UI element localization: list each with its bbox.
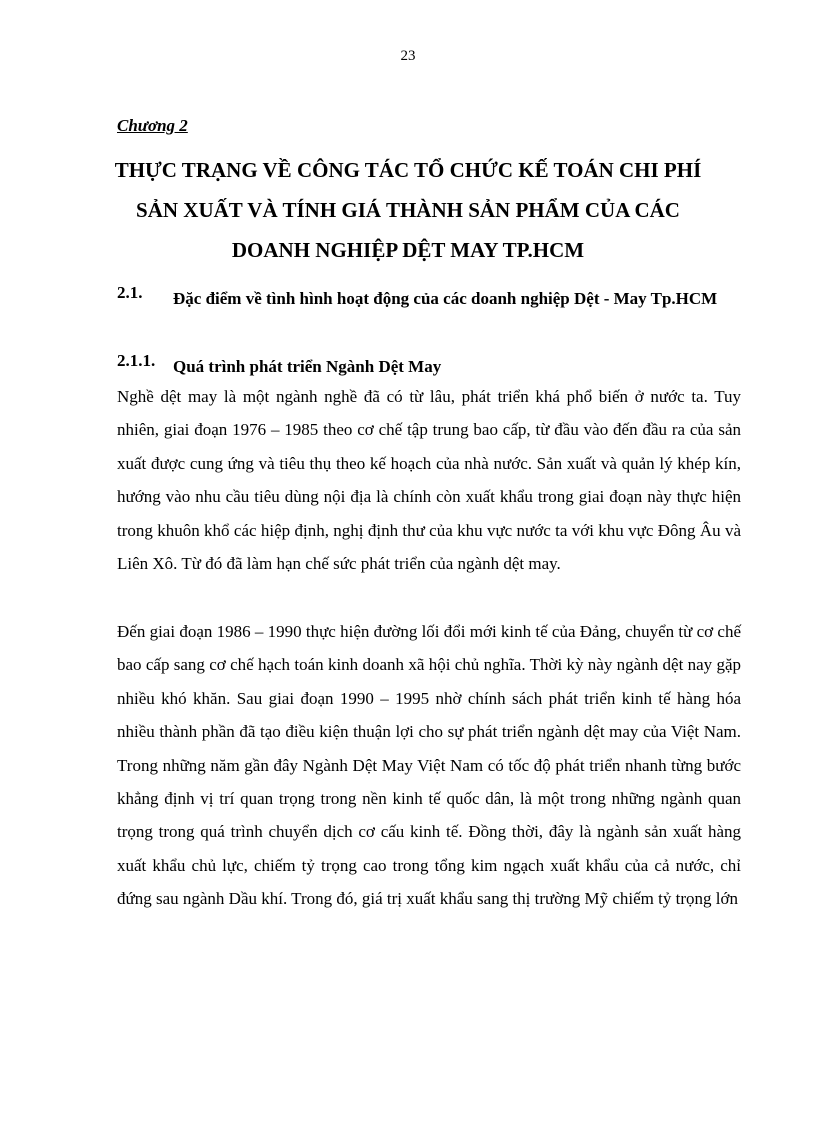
chapter-title: THỰC TRẠNG VỀ CÔNG TÁC TỔ CHỨC KẾ TOÁN CHI PHÍ SẢN XUẤT VÀ TÍNH GIÁ THÀNH SẢN PHẨM CỦA CÁC DOANH NGHIỆP DỆT MAY TP.HCM bbox=[114, 158, 702, 262]
section-title: Quá trình phát triển Ngành Dệt May bbox=[173, 357, 442, 376]
paragraph-2: Đến giai đoạn 1986 – 1990 thực hiện đường lối đổi mới kinh tế của Đảng, chuyển từ cơ chế bao cấp sang cơ chế hạch toán kinh doanh xã hội chủ nghĩa. Thời kỳ này ngành dệt nay gặp nhiều khó khăn. Sau giai đoạn 1990 – 1995 nhờ chính sách phát triển kinh tế hàng hóa nhiều thành phần đã tạo điều kiện thuận lợi cho sự phát triển ngành dệt may của Việt Nam. Trong những năm gần đây Ngành Dệt May Việt Nam có tốc độ phát triển nhanh từng bước khẳng định vị trí quan trọng trong nền kinh tế quốc dân, là một trong những ngành quan trọng trong quá trình chuyển dịch cơ cấu kinh tế. Đồng thời, đây là ngành sản xuất hàng xuất khẩu chủ lực, chiếm tỷ trọng cao trong tổng kim ngạch xuất khẩu của cả nước, chỉ đứng sau ngành Dầu khí. Trong đó, giá trị xuất khẩu sang thị trường Mỹ chiếm tỷ trọng lớn bbox=[117, 622, 741, 909]
paragraph-1: Nghề dệt may là một ngành nghề đã có từ lâu, phát triển khá phổ biến ở nước ta. Tuy nhiên, giai đoạn 1976 – 1985 theo cơ chế tập trung bao cấp, từ đầu vào đến đầu ra của sản xuất được cung ứng và tiêu thụ theo kế hoạch của nhà nước. Sản xuất và quản lý khép kín, hướng vào nhu cầu tiêu dùng nội địa là chính còn xuất khẩu trong giai đoạn này thực hiện trong khuôn khổ các hiệp định, nghị định thư của khu vực nước ta với khu vực Đông Âu và Liên Xô. Từ đó đã làm hạn chế sức phát triển của ngành dệt may. bbox=[117, 387, 741, 574]
section-title: Đặc điểm về tình hình hoạt động của các doanh nghiệp Dệt - May Tp.HCM bbox=[173, 289, 718, 308]
chapter-label: Chương 2 bbox=[117, 116, 188, 135]
section-number: 2.1.1. bbox=[117, 351, 156, 370]
page-number: 23 bbox=[400, 48, 416, 64]
section-number: 2.1. bbox=[117, 283, 143, 302]
